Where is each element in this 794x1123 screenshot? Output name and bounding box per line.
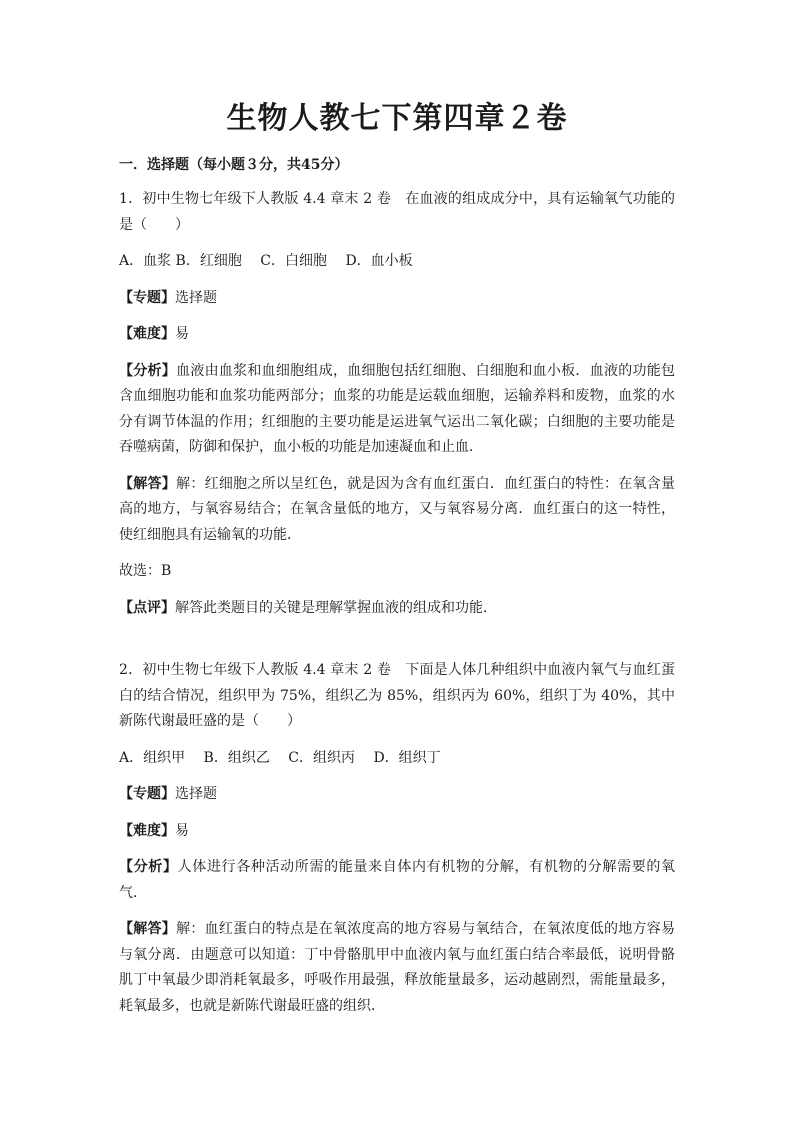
comment-paragraph <box>119 596 675 622</box>
difficulty-tag: 【难度】 <box>119 326 175 342</box>
question-options: A．血浆 B．红细胞 C．白细胞 D．血小板 <box>119 253 413 269</box>
difficulty-value: 易 <box>175 822 189 839</box>
answer-paragraph <box>119 472 675 549</box>
question-stem: 1．初中生物七年级下人教版 4.4 章末 2 卷 在血液的组成成分中，具有运输氧气功能的是（ ） <box>119 191 675 233</box>
answer-tag: 【解答】 <box>119 475 177 492</box>
topic-value: 选择题 <box>175 786 217 802</box>
answer-tag: 【解答】 <box>119 921 177 937</box>
analysis-paragraph <box>119 359 675 461</box>
question-options: A．组织甲 B．组织乙 C．组织丙 D．组织丁 <box>119 749 441 766</box>
topic-tag: 【专题】 <box>119 289 175 306</box>
difficulty-line <box>119 819 675 845</box>
choice-line: 故选：B <box>119 563 172 579</box>
question-block-2 <box>119 658 675 1019</box>
document-title: 生物人教七下第四章２卷 <box>226 101 568 136</box>
question-stem: 2．初中生物七年级下人教版 4.4 章末 2 卷 下面是人体几种组织中血液内氧气与血红蛋白的结合情况，组织甲为 75%，组织乙为 85%，组织丙为 60%，组织丁为 40%，其中新陈代谢最旺盛的是（ ） <box>119 662 675 729</box>
analysis-text: 人体进行各种活动所需的能量来自体内有机物的分解，有机物的分解需要的氧气． <box>119 859 676 901</box>
difficulty-line <box>119 322 675 348</box>
question-block-1 <box>119 187 675 621</box>
difficulty-tag: 【难度】 <box>119 822 175 839</box>
difficulty-value: 易 <box>175 326 189 342</box>
topic-value: 选择题 <box>175 289 217 306</box>
comment-text: 解答此类题目的关键是理解掌握血液的组成和功能． <box>175 599 497 616</box>
topic-tag: 【专题】 <box>119 786 175 802</box>
topic-line <box>119 782 675 808</box>
answer-text: 解：红细胞之所以呈红色，就是因为含有血红蛋白．血红蛋白的特性：在氧含量高的地方，与氧容易结合；在氧含量低的地方，又与氧容易分离．血红蛋白的这一特性，使红细胞具有运输氧的功能． <box>119 475 676 543</box>
section-heading: 一．选择题（每小题３分，共45分） <box>119 157 349 173</box>
analysis-paragraph <box>119 855 675 906</box>
question-spacer <box>119 621 675 658</box>
answer-text: 解：血红蛋白的特点是在氧浓度高的地方容易与氧结合，在氧浓度低的地方容易与氧分离．由题意可以知道：丁中骨骼肌甲中血液内氧与血红蛋白结合率最低，说明骨骼肌丁中氧最少即消耗氧最多，呼吸作用最强，释放能量最多，运动越剧烈，需能量最多，耗氧最多，也就是新陈代谢最旺盛的组织． <box>119 921 676 1014</box>
comment-tag: 【点评】 <box>119 599 175 616</box>
analysis-tag: 【分析】 <box>119 362 177 379</box>
topic-line <box>119 286 675 312</box>
analysis-tag: 【分析】 <box>119 859 178 875</box>
answer-paragraph <box>119 917 675 1019</box>
analysis-text: 血液由血浆和血细胞组成，血细胞包括红细胞、白细胞和血小板．血液的功能包含血细胞功能和血浆功能两部分；血浆的功能是运载血细胞，运输养料和废物，血浆的水分有调节体温的作用；红细胞的主要功能是运进氧气运出二氧化碳；白细胞的主要功能是吞噬病菌，防御和保护，血小板的功能是加速凝血和止血． <box>119 362 676 455</box>
